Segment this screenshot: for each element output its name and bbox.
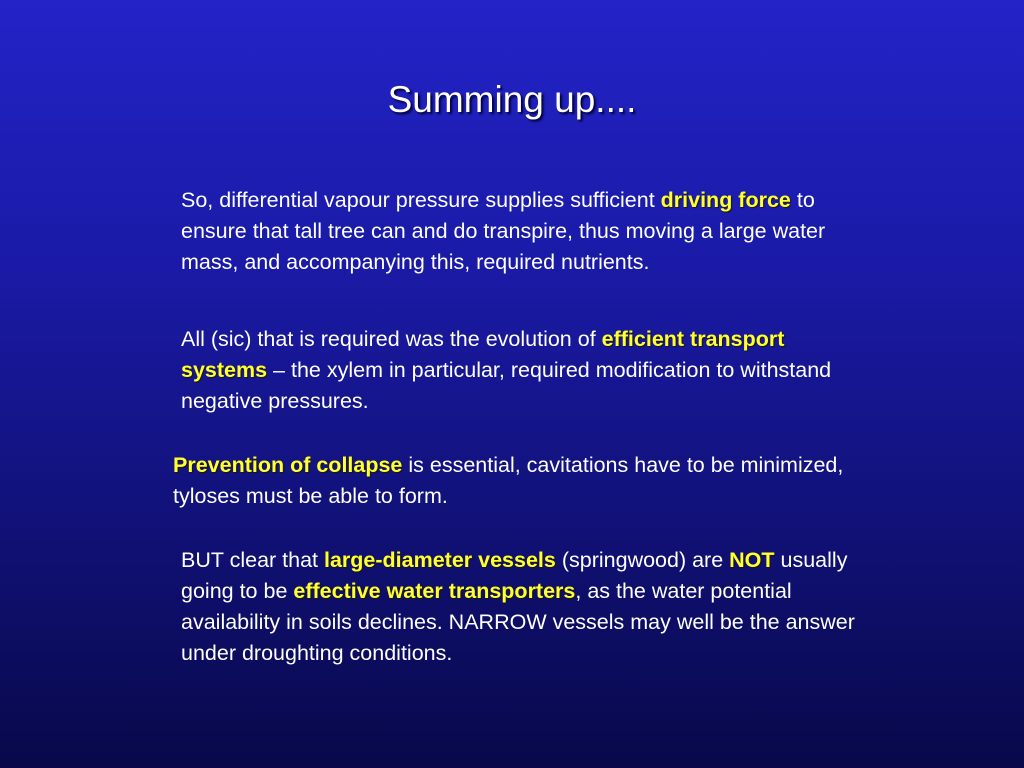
paragraph-transport-systems [181, 324, 861, 417]
paragraph-text: is essential, cavitations have to be minimized, tyloses must be able to form. [173, 453, 844, 508]
paragraph-text: All (sic) that is required was the evolution of [181, 327, 602, 351]
slide-title: Summing up.... [387, 79, 637, 120]
paragraph-text: – the xylem in particular, required modification to withstand negative pressures. [181, 358, 832, 413]
paragraph-text: usually going to be [181, 548, 848, 603]
highlight-prevention-of-collapse: Prevention of collapse [173, 453, 403, 477]
highlight-effective-water-transporters: effective water transporters [293, 579, 576, 603]
paragraph-text: BUT clear that [181, 548, 324, 572]
paragraph-prevention-of-collapse [173, 450, 863, 512]
highlight-efficient-transport-systems: efficient transport systems [181, 327, 785, 382]
paragraph-text: So, differential vapour pressure supplies sufficient [181, 188, 661, 212]
paragraph-driving-force [181, 185, 881, 278]
paragraph-text: , as the water potential availability in soils declines. NARROW vessels may well be the answer under droughting conditions. [181, 579, 855, 665]
highlight-large-diameter-vessels: large-diameter vessels [324, 548, 556, 572]
paragraph-text: to ensure that tall tree can and do transpire, thus moving a large water mass, and accompanying this, required nutrients. [181, 188, 826, 274]
paragraph-large-diameter-vessels [181, 545, 861, 669]
paragraph-text: (springwood) are [555, 548, 730, 572]
highlight-not: NOT [729, 548, 775, 572]
highlight-driving-force: driving force [660, 188, 791, 212]
